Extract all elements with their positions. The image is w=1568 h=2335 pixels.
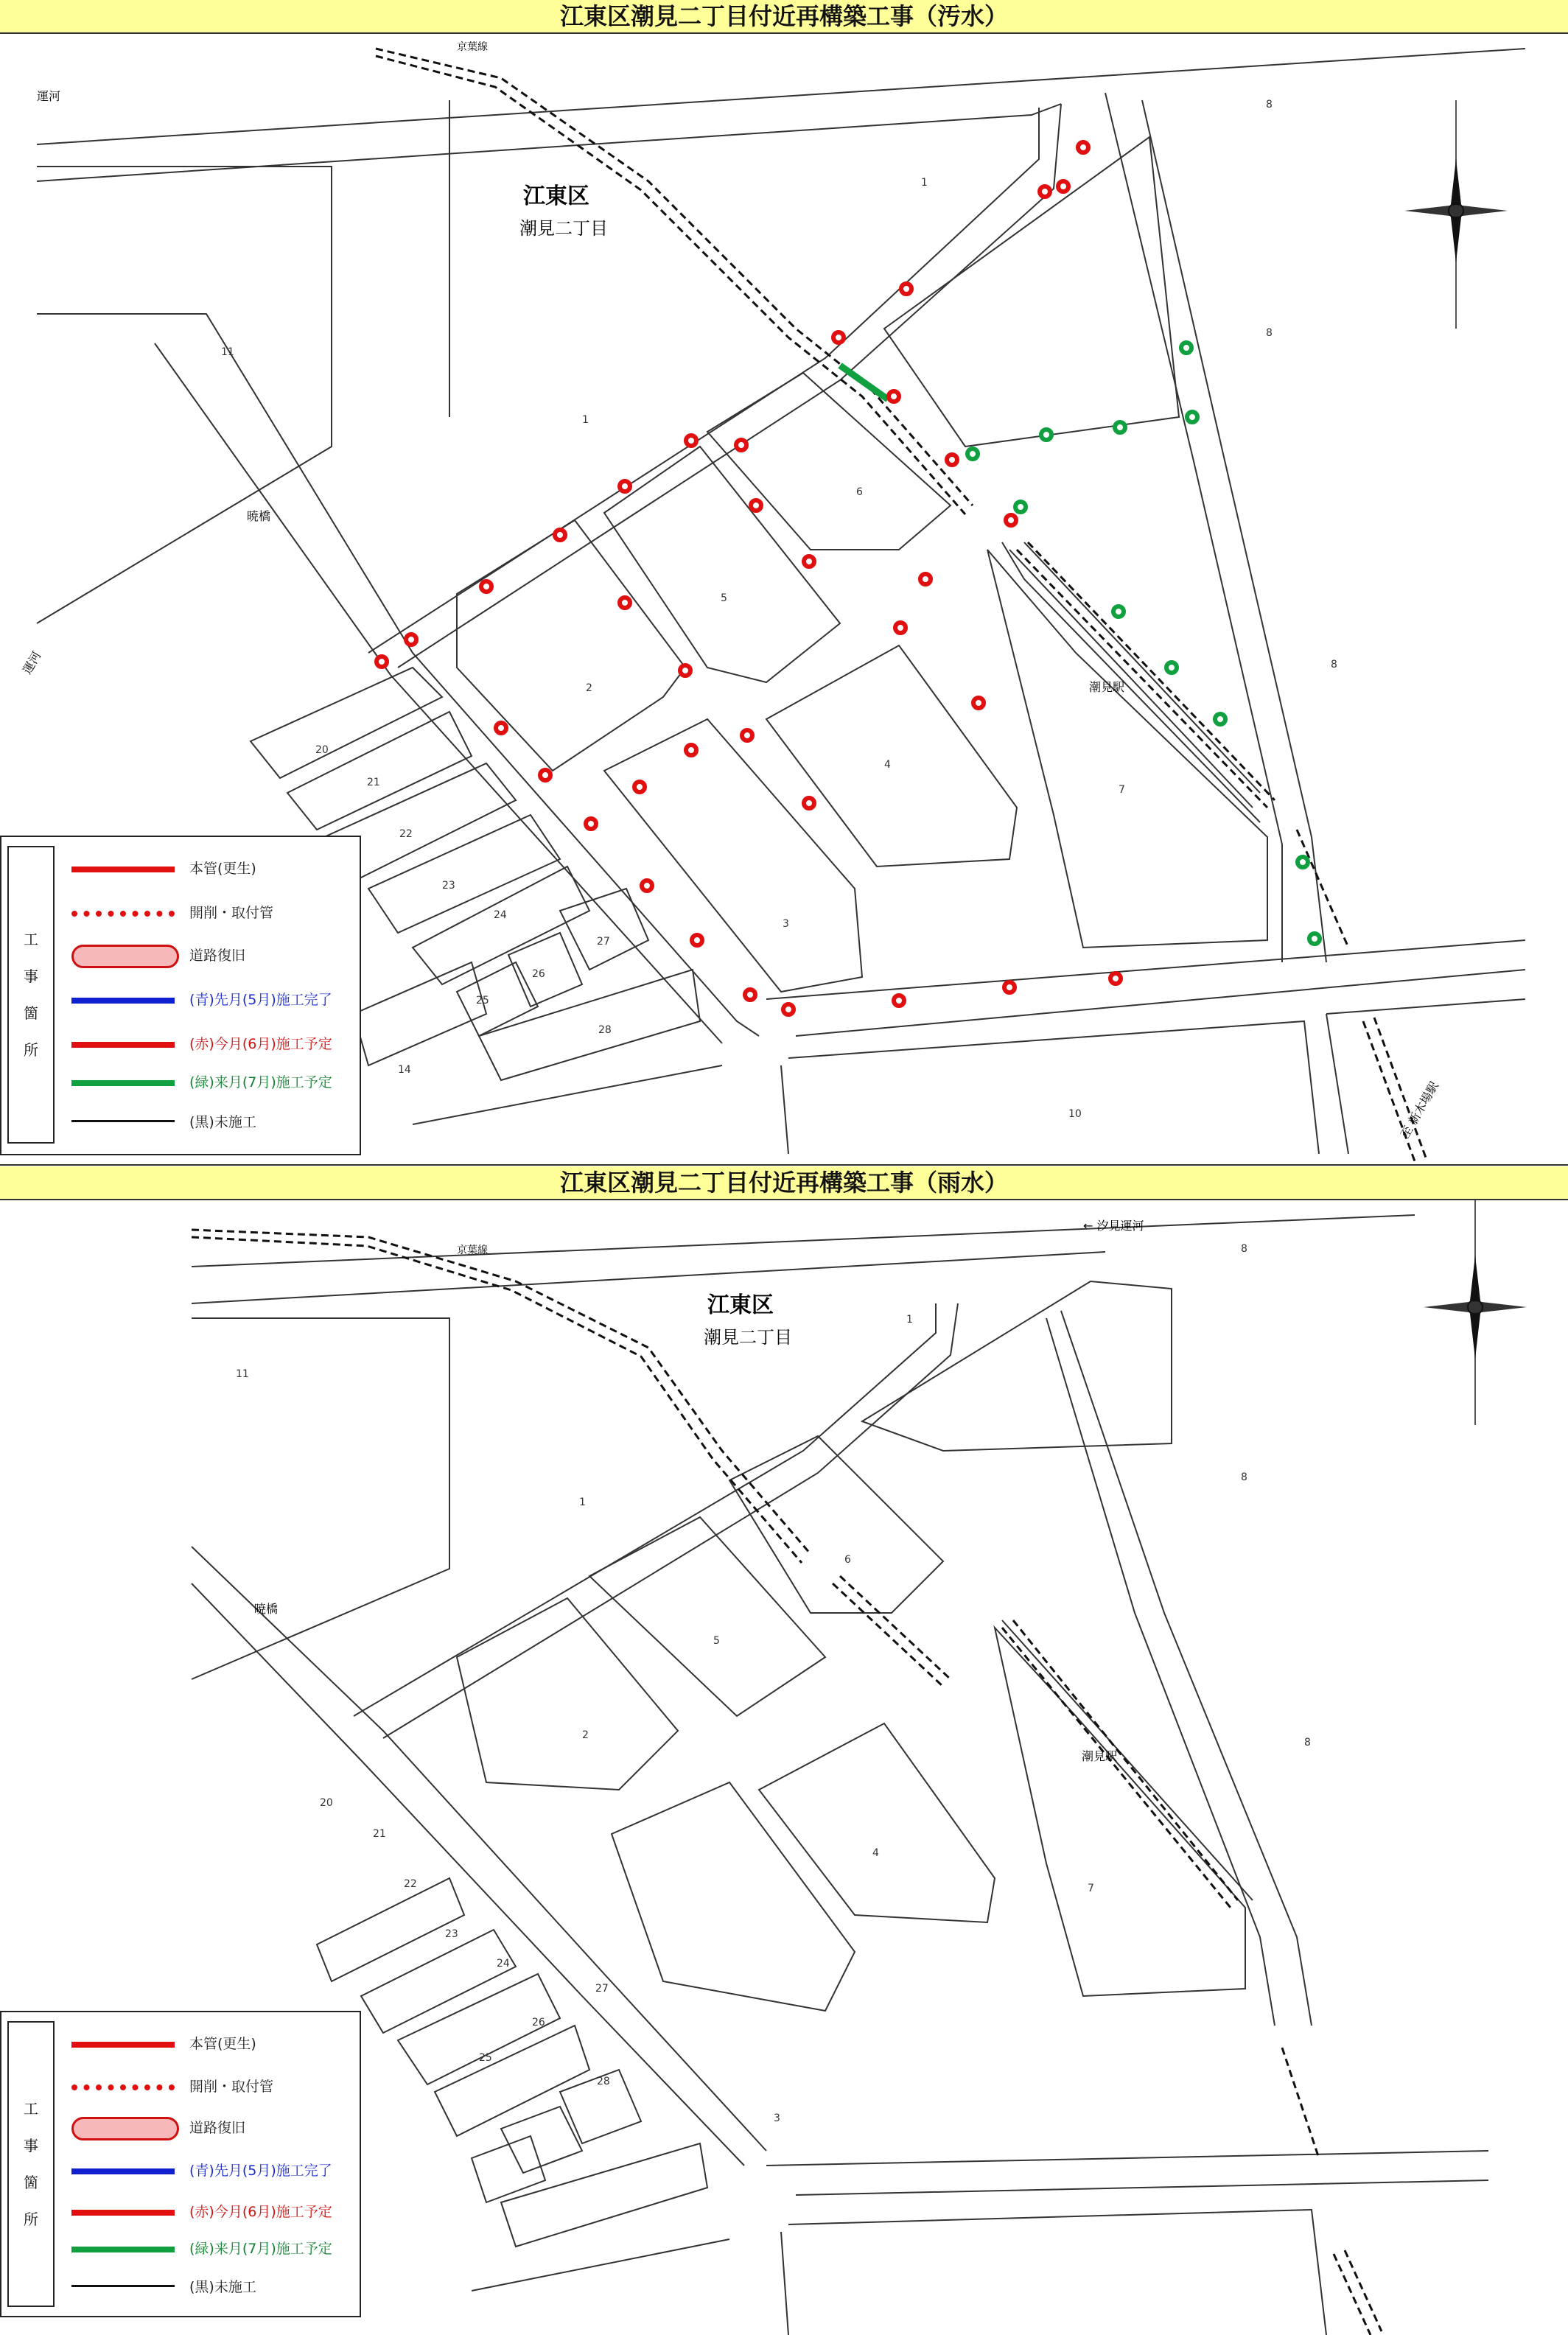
canal-label-2: 運河: [20, 648, 44, 676]
block-label: 2: [582, 1729, 589, 1741]
district-label: 潮見二丁目: [704, 1327, 792, 1348]
block-label: 5: [721, 592, 727, 604]
block-label: 8: [1331, 659, 1337, 671]
block-label: 1: [579, 1496, 586, 1508]
block-label: 28: [598, 1024, 612, 1036]
block-label: 6: [856, 486, 863, 498]
block-label: 21: [373, 1828, 386, 1840]
block-label: 25: [476, 995, 489, 1007]
legend-side-char: 箇: [24, 2174, 38, 2191]
legend-side-char: 所: [24, 2210, 38, 2228]
block-label: 22: [399, 828, 413, 840]
block-label: 8: [1266, 327, 1273, 339]
block-label: 28: [597, 2076, 610, 2087]
block-label: 23: [442, 880, 455, 892]
legend-item-blue: (青)先月(5月)施工完了: [71, 984, 351, 1014]
block-label: 3: [774, 2112, 780, 2124]
map-legend: [0, 2011, 361, 2317]
legend-item-road-restoration: 道路復旧: [71, 2112, 351, 2142]
block-label: 2: [586, 682, 592, 694]
green-main-pipe: [840, 365, 888, 399]
station-label: 潮見駅: [1082, 1749, 1118, 1763]
block-label: 20: [315, 744, 329, 756]
legend-item-main-pipe: 本管(更生): [71, 853, 351, 883]
line-label: 京葉線: [457, 41, 488, 53]
sewage-map-title: 江東区潮見二丁目付近再構築工事（汚水）: [0, 0, 1568, 34]
block-label: 1: [582, 414, 589, 426]
sewage-map-panel: [0, 0, 1568, 1164]
legend-item-green: (緑)来月(7月)施工予定: [71, 1067, 351, 1096]
block-label: 7: [1088, 1883, 1094, 1894]
stormwater-map-panel: [0, 1166, 1568, 2335]
block-label: 8: [1266, 99, 1273, 111]
block-label: 8: [1304, 1737, 1311, 1748]
legend-item-red: (赤)今月(6月)施工予定: [71, 2196, 351, 2226]
north-arrow-icon: [1424, 1200, 1527, 1425]
block-label: 7: [1119, 784, 1125, 796]
bridge-label: 暁橋: [254, 1602, 279, 1616]
legend-item-excavation: 開削・取付管: [71, 897, 351, 927]
ward-label: 江東区: [707, 1292, 774, 1318]
block-label: 5: [713, 1635, 720, 1647]
north-arrow-icon: [1404, 100, 1508, 329]
block-label: 10: [1068, 1108, 1082, 1120]
legend-side-char: 事: [24, 2137, 38, 2154]
legend-item-blue: (青)先月(5月)施工完了: [71, 2155, 351, 2185]
block-label: 6: [844, 1554, 851, 1566]
block-label: 24: [497, 1958, 510, 1970]
block-label: 27: [595, 1983, 609, 1995]
block-label: 8: [1241, 1471, 1247, 1483]
block-label: 21: [367, 777, 380, 788]
panel-divider: [0, 1164, 1568, 1166]
block-label: 22: [404, 1878, 417, 1890]
legend-item-black: (黒)未施工: [71, 2272, 351, 2301]
legend-side-label: [7, 846, 55, 1144]
block-label: 4: [884, 759, 891, 771]
block-label: 8: [1241, 1243, 1247, 1255]
legend-item-green: (緑)来月(7月)施工予定: [71, 2233, 351, 2263]
legend-item-excavation: 開削・取付管: [71, 2071, 351, 2101]
stormwater-map-title: 江東区潮見二丁目付近再構築工事（雨水）: [0, 1166, 1568, 1200]
block-label: 11: [236, 1368, 249, 1380]
block-label: 24: [494, 909, 507, 921]
legend-item-road-restoration: 道路復旧: [71, 940, 351, 970]
bridge-label: 暁橋: [247, 509, 271, 523]
legend-item-red: (赤)今月(6月)施工予定: [71, 1029, 351, 1058]
block-label: 23: [445, 1928, 458, 1940]
legend-side-char: 事: [24, 967, 38, 985]
district-label: 潮見二丁目: [519, 218, 608, 239]
station-label: 潮見駅: [1089, 680, 1125, 694]
block-label: 25: [479, 2052, 492, 2064]
legend-side-char: 工: [24, 931, 38, 948]
ward-label: 江東区: [523, 183, 589, 209]
block-label: 1: [921, 177, 928, 189]
block-label: 20: [320, 1797, 333, 1809]
towards-label: 至 新木場駅: [1398, 1079, 1442, 1141]
block-label: 4: [872, 1847, 879, 1859]
legend-side-char: 工: [24, 2100, 38, 2118]
legend-side-char: 所: [24, 1041, 38, 1059]
block-label: 1: [906, 1314, 913, 1326]
block-label: 26: [532, 2017, 545, 2028]
block-label: 26: [532, 968, 545, 980]
legend-side-char: 箇: [24, 1004, 38, 1022]
line-label: 京葉線: [457, 1244, 488, 1256]
canal-label: ← 汐見運河: [1083, 1219, 1144, 1233]
legend-item-main-pipe: 本管(更生): [71, 2028, 351, 2058]
block-label: 14: [398, 1064, 411, 1076]
block-label: 11: [221, 346, 234, 358]
legend-side-label: [7, 2021, 55, 2307]
block-label: 3: [783, 918, 789, 930]
block-label: 27: [597, 936, 610, 948]
canal-label: 運河: [37, 89, 61, 103]
map-legend: [0, 836, 361, 1155]
legend-item-black: (黒)未施工: [71, 1107, 351, 1136]
